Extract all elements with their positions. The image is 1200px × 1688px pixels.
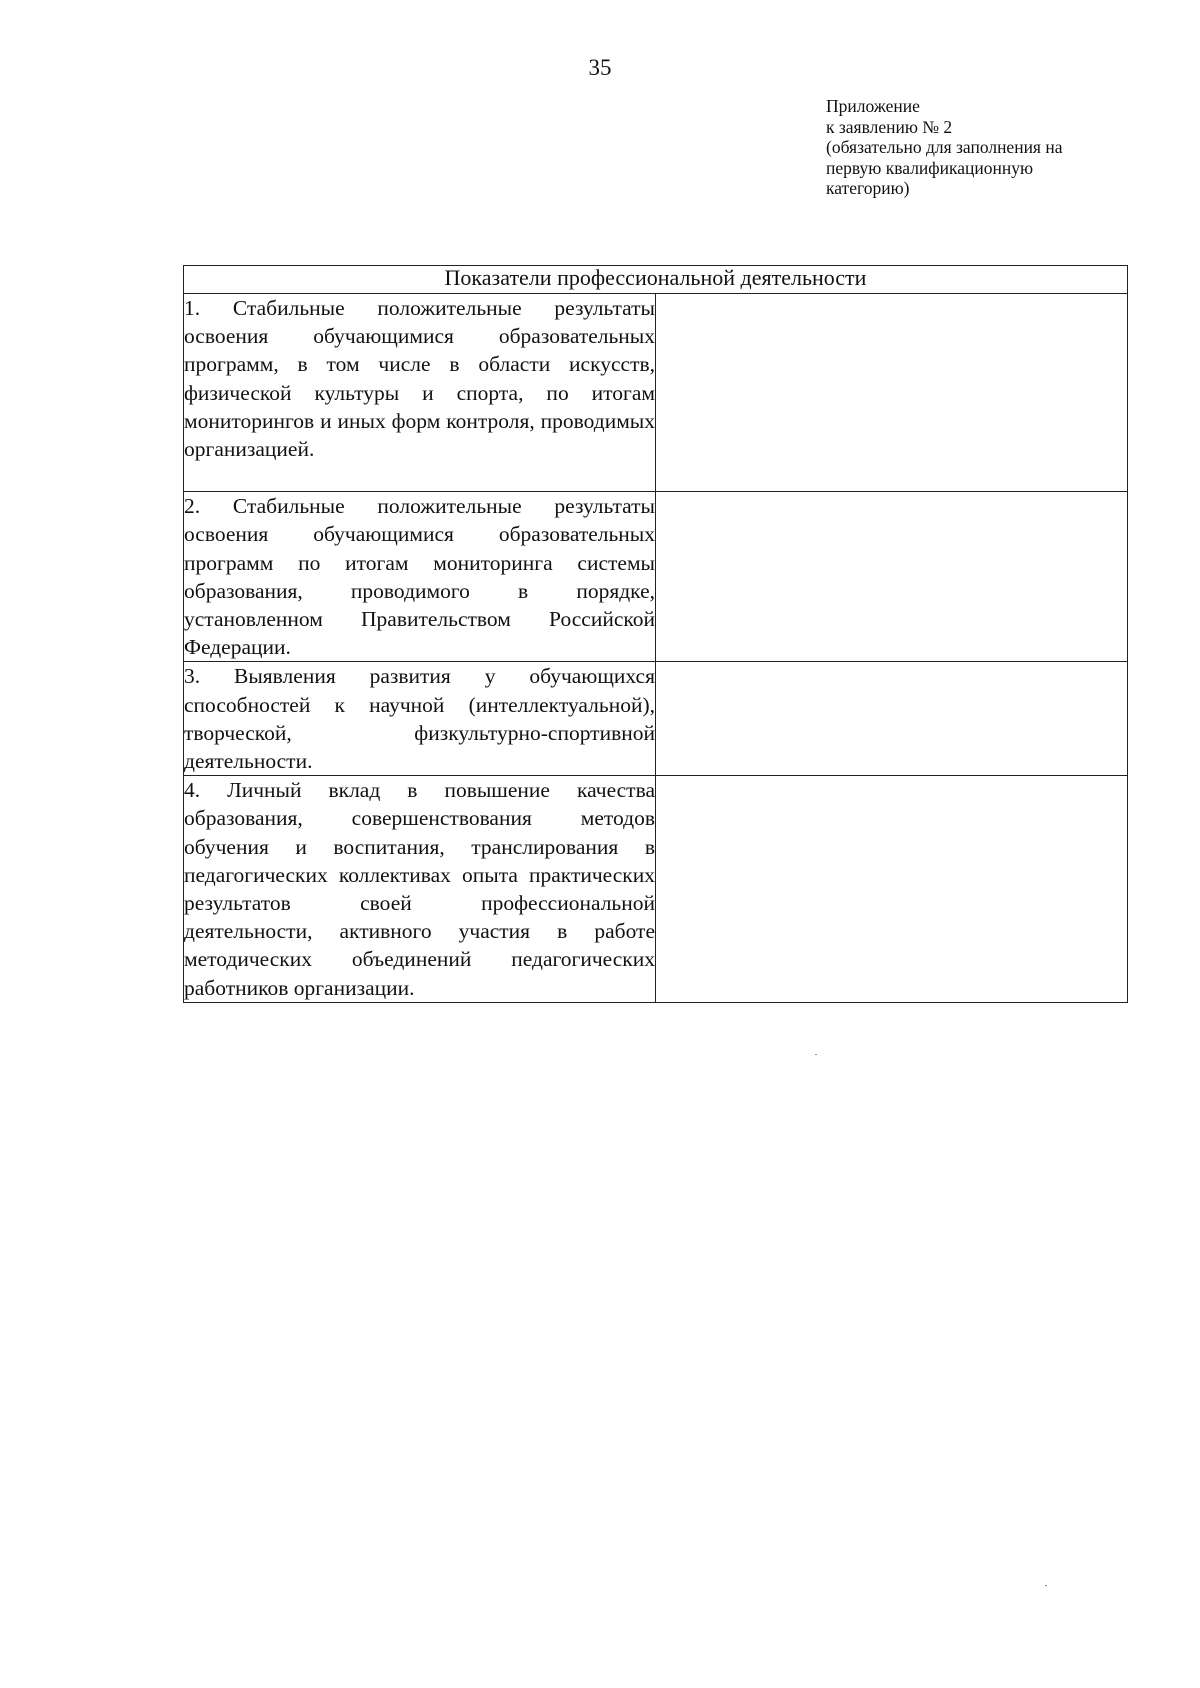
indicator-text: 4. Личный вклад в повышение качества образования, совершенствования методов обучения и воспитания, транслирования в педагогических коллективах опыта практических результатов своей профессиональной деятельности, активного участия в работе методических объединений педагогических работников организации.: [184, 778, 655, 1000]
indicator-cell: [184, 776, 656, 1003]
indicators-table: [183, 265, 1128, 1003]
table-row: [184, 492, 1128, 662]
indicator-cell: [184, 492, 656, 662]
appendix-line: Приложение: [826, 96, 920, 116]
appendix-line: (обязательно для заполнения на: [826, 137, 1063, 157]
scan-speck: [815, 1054, 817, 1055]
scan-speck: [1045, 1585, 1047, 1586]
appendix-line: первую квалификационную: [826, 157, 1034, 178]
indicator-text: 2. Стабильные положительные результаты освоения обучающимися образовательных программ по итогам мониторинга системы образования, проводимого в порядке, установленном Правительством Российской Федерации.: [184, 494, 655, 660]
appendix-line: категорию): [826, 178, 910, 198]
value-cell[interactable]: [656, 492, 1128, 662]
table-header-row: [184, 266, 1128, 294]
appendix-note: [826, 96, 1146, 199]
indicator-text: 1. Стабильные положительные результаты освоения обучающимися образовательных программ, в том числе в области искусств, физической культуры и спорта, по итогам мониторингов и иных форм контроля, проводимых организацией.: [184, 296, 655, 462]
indicator-cell: [184, 294, 656, 492]
value-cell[interactable]: [656, 294, 1128, 492]
table-row: [184, 294, 1128, 492]
value-cell[interactable]: [656, 662, 1128, 776]
table-header: Показатели профессиональной деятельности: [184, 266, 1128, 294]
value-cell[interactable]: [656, 776, 1128, 1003]
table-row: [184, 776, 1128, 1003]
page-number: 35: [588, 55, 612, 80]
indicator-text: 3. Выявления развития у обучающихся способностей к научной (интеллектуальной), творческой, физкультурно-спортивной деятельности.: [184, 664, 655, 774]
indicator-cell: [184, 662, 656, 776]
appendix-line: к заявлению № 2: [826, 116, 953, 137]
table-row: [184, 662, 1128, 776]
